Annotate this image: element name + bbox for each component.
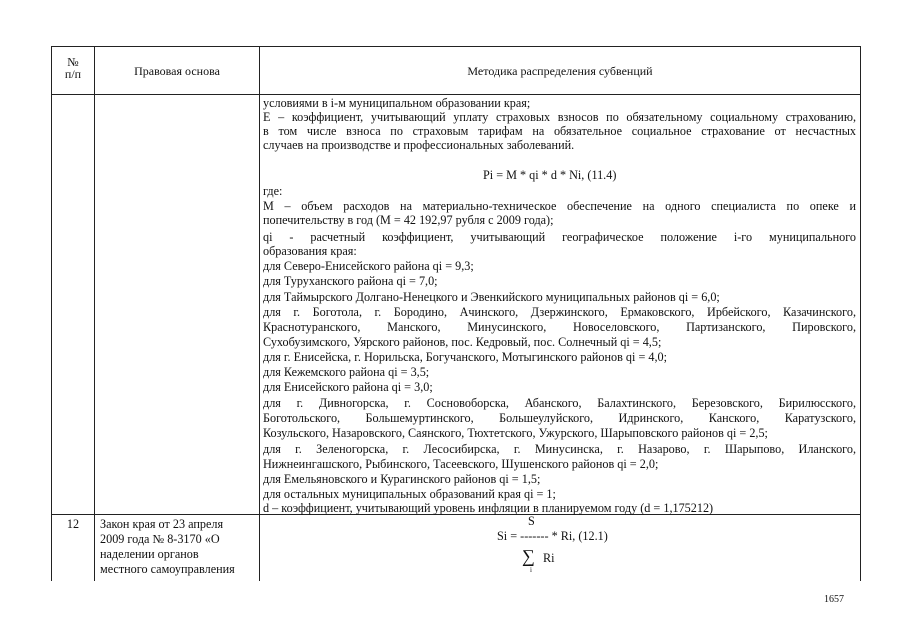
text-line: для Таймырского Долгано-Ненецкого и Эвенкийского муниципальных районов qi = 6,0; bbox=[263, 290, 720, 304]
text-line: для Северо-Енисейского района qi = 9,3; bbox=[263, 259, 474, 273]
text-line: Нижнеингашского, Рыбинского, Тасеевского, Шушенского районов qi = 2,0; bbox=[263, 457, 659, 471]
formula-denominator: Ri bbox=[543, 551, 555, 565]
sum-index: i bbox=[530, 566, 532, 574]
basis-line: Закон края от 23 апреля bbox=[100, 517, 224, 531]
text-line: условиями в i-м муниципальном образовании края; bbox=[263, 96, 531, 110]
text-line: для г. Енисейска, г. Норильска, Богучанского, Мотыгинского районов qi = 4,0; bbox=[263, 350, 667, 364]
formula-numerator: S bbox=[528, 514, 535, 528]
text-line: Козульского, Назаровского, Саянского, Тюхтетского, Ужурского, Шарыповского районов qi = 2,5; bbox=[263, 426, 768, 440]
text-line: образования края: bbox=[263, 244, 357, 258]
text-line: qi - расчетный коэффициент, учитывающий географическое положение i-го муниципального bbox=[263, 230, 856, 244]
text-line: М – объем расходов на материально-техническое обеспечение на одного специалиста по опеке и bbox=[263, 199, 856, 213]
formula-pi: Pi = M * qi * d * Ni, (11.4) bbox=[483, 168, 617, 182]
text-line: d – коэффициент, учитывающий уровень инфляции в планируемом году (d = 1,175212) bbox=[263, 501, 714, 515]
text-line: попечительству в год (М = 42 192,97 рубля с 2009 года); bbox=[263, 213, 554, 227]
text-line: для остальных муниципальных образований края qi = 1; bbox=[263, 487, 556, 501]
text-line: для г. Дивногорска, г. Сосновоборска, Абанского, Балахтинского, Березовского, Бирилюсского, bbox=[263, 396, 856, 410]
header-number bbox=[52, 56, 94, 80]
basis-line: наделении органов bbox=[100, 547, 199, 561]
table-top-border bbox=[51, 46, 861, 47]
header-legal-basis: Правовая основа bbox=[134, 64, 220, 78]
basis-line: местного самоуправления bbox=[100, 562, 235, 576]
text-line: для Енисейского района qi = 3,0; bbox=[263, 380, 433, 394]
text-line: Краснотуранского, Манского, Минусинского, Новоселовского, Партизанского, Пировского, bbox=[263, 320, 856, 334]
header-number-symbol: № bbox=[67, 55, 79, 69]
text-line: Е – коэффициент, учитывающий уплату страховых взносов по обязательному социальному страхованию, bbox=[263, 110, 856, 124]
text-line: для Емельяновского и Курагинского районов qi = 1,5; bbox=[263, 472, 541, 486]
text-line: где: bbox=[263, 184, 283, 198]
table-right-border bbox=[860, 46, 861, 581]
text-line: для Кежемского района qi = 3,5; bbox=[263, 365, 430, 379]
table-left-border bbox=[51, 46, 52, 581]
header-number-abbrev: п/п bbox=[64, 67, 82, 81]
column-divider-2 bbox=[259, 46, 260, 581]
header-distribution-method: Методика распределения субвенций bbox=[467, 64, 653, 78]
sum-symbol: ∑ bbox=[522, 546, 535, 566]
basis-line: 2009 года № 8-3170 «О bbox=[100, 532, 220, 546]
formula-si: Si = ------- * Ri, (12.1) bbox=[497, 529, 608, 543]
header-bottom-border bbox=[51, 94, 861, 95]
column-divider-1 bbox=[94, 46, 95, 581]
text-line: для г. Зеленогорска, г. Лесосибирска, г. Минусинска, г. Назарово, г. Шарыпово, Иланского, bbox=[263, 442, 856, 456]
row-legal-basis bbox=[100, 517, 258, 577]
text-line: случаев на производстве и профессиональных заболеваний. bbox=[263, 138, 575, 152]
page-number: 1657 bbox=[824, 594, 844, 605]
text-line: Боготольского, Большемуртинского, Большеулуйского, Идринского, Канского, Каратузского, bbox=[263, 411, 856, 425]
row-number: 12 bbox=[66, 517, 80, 531]
text-line: для Туруханского района qi = 7,0; bbox=[263, 274, 438, 288]
text-line: в том числе взноса по страховым тарифам на обязательное социальное страхование от несчастных bbox=[263, 124, 856, 138]
text-line: Сухобузимского, Уярского районов, пос. Кедровый, пос. Солнечный qi = 4,5; bbox=[263, 335, 662, 349]
text-line: для г. Боготола, г. Бородино, Ачинского, Дзержинского, Ермаковского, Ирбейского, Казачинского, bbox=[263, 305, 856, 319]
